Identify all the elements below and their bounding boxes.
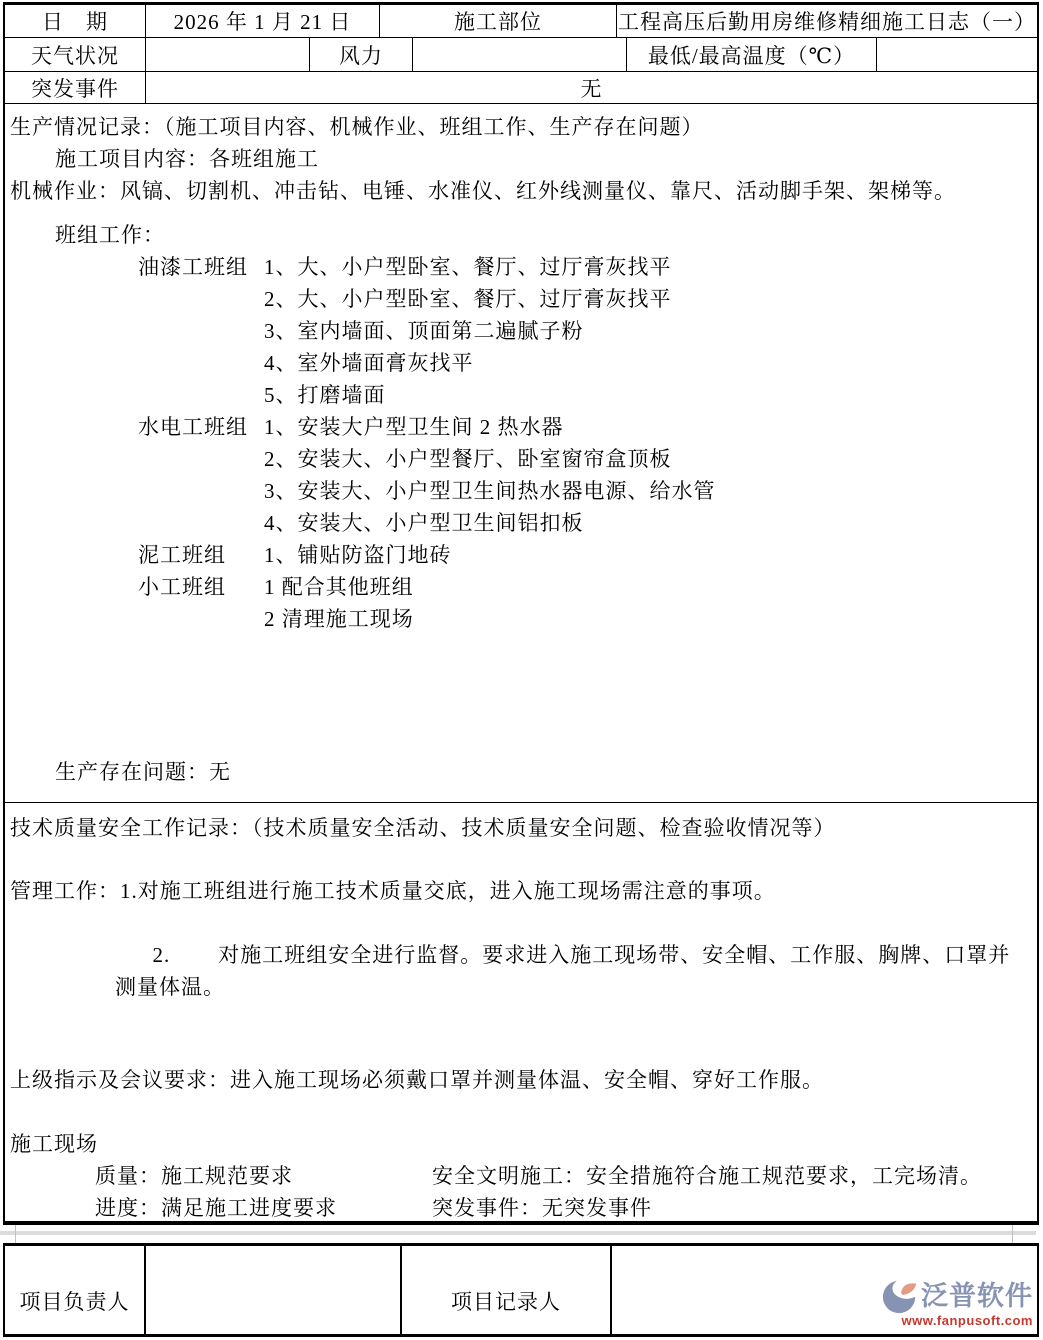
- wind-label: 风力: [310, 38, 413, 71]
- machinery-line: 机械作业：风镐、切割机、冲击钻、电锤、水准仪、红外线测量仪、靠尺、活动脚手架、架梯等。: [10, 179, 956, 203]
- temperature-label: 最低/最高温度（℃）: [627, 38, 877, 71]
- team-name: 小工班组: [138, 575, 226, 599]
- team-name: 水电工班组: [138, 415, 248, 439]
- team-name: 油漆工班组: [138, 255, 248, 279]
- site-row-progress: [95, 1192, 1031, 1224]
- daily-log-table: [3, 2, 1039, 1225]
- spreadsheet-row-divider: [0, 1231, 1036, 1235]
- header-row-date: [5, 5, 1037, 38]
- temperature-value-field[interactable]: [877, 38, 1037, 71]
- recorder-signature-cell: [612, 1246, 1037, 1334]
- production-issues-line: 生产存在问题：无: [55, 760, 231, 784]
- site-row-quality: [95, 1160, 1031, 1192]
- task-line: 2、安装大、小户型餐厅、卧室窗帘盒顶板: [264, 447, 672, 471]
- task-line: 1、大、小户型卧室、餐厅、过厅膏灰找平: [264, 255, 672, 279]
- team-work-label: 班组工作：: [55, 223, 165, 247]
- production-title: 生产情况记录：（施工项目内容、机械作业、班组工作、生产存在问题）: [10, 115, 704, 139]
- location-value: 工程高压后勤用房维修精细施工日志（一）: [618, 10, 1036, 34]
- task-line: 3、室内墙面、顶面第二遍腻子粉: [264, 319, 584, 343]
- team-task-list: [264, 571, 1031, 635]
- management-line-1: 管理工作：1.对施工班组进行施工技术质量交底，进入施工现场需注意的事项。: [10, 879, 776, 903]
- location-label: 施工部位: [380, 5, 617, 37]
- task-line: 1 配合其他班组: [264, 575, 414, 599]
- site-quality: 质量：施工规范要求: [95, 1164, 293, 1188]
- project-manager-signature-field[interactable]: [146, 1246, 402, 1334]
- task-line: 2、大、小户型卧室、餐厅、过厅膏灰找平: [264, 287, 672, 311]
- project-content-line: 施工项目内容：各班组施工: [55, 147, 319, 171]
- incident-label: 突发事件: [5, 72, 146, 103]
- team-row-plumber-electrician: [138, 411, 1031, 539]
- management-line-2: [115, 907, 1031, 1035]
- team-row-laborer: [138, 571, 1031, 635]
- wind-value-field[interactable]: [413, 38, 627, 71]
- incident-value: 无: [580, 76, 603, 101]
- task-line: 2 清理施工现场: [264, 607, 414, 631]
- gridline-tick-left: [15, 1225, 16, 1243]
- task-line: 4、室外墙面膏灰找平: [264, 351, 474, 375]
- site-progress: 进度：满足施工进度要求: [95, 1196, 337, 1220]
- task-line: 5、打磨墙面: [264, 383, 386, 407]
- management-line-2-number: 2.: [152, 943, 171, 967]
- team-task-list: [264, 411, 1031, 539]
- signature-table: [3, 1243, 1039, 1337]
- superior-instructions-line: 上级指示及会议要求：进入施工现场必须戴口罩并测量体温、安全帽、穿好工作服。: [10, 1068, 824, 1092]
- header-row-incident: [5, 72, 1037, 104]
- fanpu-logo-icon: [881, 1277, 919, 1315]
- team-task-list: [264, 539, 1031, 571]
- project-recorder-label: 项目记录人: [402, 1246, 612, 1334]
- fanpu-logo-url[interactable]: www.fanpusoft.com: [901, 1313, 1033, 1328]
- site-label: 施工现场: [10, 1132, 98, 1156]
- fanpu-logo-row: [881, 1277, 1033, 1315]
- team-row-mason: [138, 539, 1031, 571]
- quality-safety-section: [5, 803, 1037, 1221]
- task-line: 4、安装大、小户型卫生间铝扣板: [264, 511, 584, 535]
- task-line: 1、铺贴防盗门地砖: [264, 543, 452, 567]
- project-manager-label: 项目负责人: [5, 1246, 146, 1334]
- task-line: 1、安装大户型卫生间 2 热水器: [264, 415, 564, 439]
- quality-title: 技术质量安全工作记录：（技术质量安全活动、技术质量安全问题、检查验收情况等）: [10, 816, 836, 840]
- fanpu-logo-text: 泛普软件: [921, 1281, 1033, 1311]
- production-record-section: [5, 104, 1037, 803]
- team-row-painter: [138, 251, 1031, 411]
- weather-value-field[interactable]: [146, 38, 310, 71]
- header-row-weather: [5, 38, 1037, 72]
- date-label: 日 期: [5, 5, 146, 37]
- team-name: 泥工班组: [138, 543, 226, 567]
- site-civilized-construction: 安全文明施工：安全措施符合施工规范要求，工完场清。: [432, 1164, 982, 1188]
- management-line-2-text: 对施工班组安全进行监督。要求进入施工现场带、安全帽、工作服、胸牌、口罩并测量体温。: [115, 943, 1011, 999]
- gridline-tick-right: [1012, 1225, 1013, 1243]
- date-value: 2026 年 1 月 21 日: [146, 5, 380, 37]
- weather-label: 天气状况: [5, 38, 146, 71]
- site-incident: 突发事件：无突发事件: [432, 1196, 652, 1220]
- task-line: 3、安装大、小户型卫生间热水器电源、给水管: [264, 479, 716, 503]
- fanpu-logo[interactable]: [881, 1277, 1033, 1328]
- team-task-list: [264, 251, 1031, 411]
